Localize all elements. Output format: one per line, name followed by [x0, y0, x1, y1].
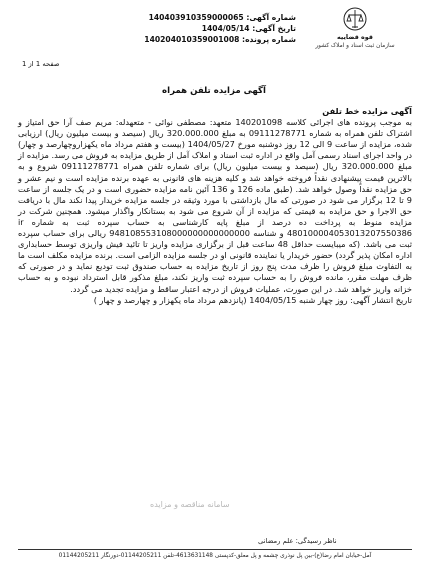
ad-date: تاریخ آگهی: 1404/05/14	[201, 24, 296, 33]
org-subname: سازمان ثبت اسناد و املاک کشور	[315, 43, 395, 49]
footer-address: آمل-خیابان امام رضا(ع)-بین پل نوذری چشمه و پل معلق-کدپستی 4613631148-تلفن 01144205211-دورنگار 01144205211	[58, 553, 372, 559]
publication-date: تاریخ انتشار آگهی: روز چهار شنبه 1404/05/15 (پانزدهم مرداد ماه یکهزار و چهارصد و چهار )	[93, 294, 412, 305]
page-number: صفحه 1 از 1	[22, 60, 60, 68]
judiciary-emblem-icon	[342, 6, 368, 32]
org-name: قوه قضاییه	[337, 33, 373, 41]
case-number: شماره پرونده: 140204010359001008	[144, 35, 296, 44]
ad-number: شماره آگهی: 140403910359000065	[148, 13, 296, 22]
document-title: آگهی مزایده تلفن همراه	[162, 86, 266, 96]
body-heading: آگهی مزایده خط تلفن	[322, 106, 412, 116]
document-body	[18, 106, 412, 306]
signature-line: ناظر رسیدگی: علم رمضانی	[258, 537, 337, 545]
watermark: سامانه مناقصه و مزایده	[150, 500, 230, 509]
document-meta	[128, 12, 296, 45]
organization-emblem	[300, 6, 410, 64]
footer-divider	[18, 549, 412, 550]
body-paragraph: به موجب پرونده های اجرائی کلاسه 140201098 متعهد: مصطفی نوائی - متعهدله: مریم صف آرا حق امتیاز و اشتراک تلفن همراه به شماره 09111278771 به مبلغ 320.000.000 ریال (سیصد و بیست میلیون ریال) ارزیابی شده، مزایده از ساعت 9 الی 12 روز دوشنبه مورخ 1404/05/27 (بیست و هفتم مرداد ماه یکهزاروچهارصد و چهار) در واحد اجرای اسناد رسمی آمل واقع در اداره ثبت اسناد و املاک آمل از طریق مزایده به فروش می رسد. مزایده از مبلغ 320.000.000 ریال (سیصد و بیست میلیون ریال) برای شماره تلفن همراه 09111278771 شروع و به بالاترین قیمت پیشنهادی نقداً فروخته خواهد شد و کلیه هزینه های قانونی به عهده برنده مزایده است و نیم عشر و حق مزایده نقداً وصول خواهد شد. (طبق ماده 126 و 136 آئین نامه مزایده حضوری است و در یک جلسه از ساعت 9 تا 12 برگزار می شود در صورتی که مال بازداشتی با مورد وثیقه در جلسه مزایده خریدار پیدا نکند مال با دریافت حق الاجرا و حق مزایده به قیمتی که مزایده از آن شروع می شود به بستانکار واگذار میشود. همچنین شرکت در مزایده منوط به پرداخت ده درصد از مبلغ پایه کارشناسی به حساب سپرده ثبت به شماره ir 480100004053013207550386 و شناسه 948108553108000000000000000 ریالی برای حساب سپرده ثبت می باشد. (که میبایست حداقل 48 ساعت قبل از برگزاری مزایده واریز تا تائید فیش واریزی توسط حسابداری اداره امکان پذیر گردد) حضور خریدار یا نماینده قانونی او در جلسه مزایده الزامی است. برنده مزایده مکلف است ما به التفاوت مبلغ فروش را ظرف مدت پنج روز از تاریخ مزایده به حساب صندوق ثبت تودیع نماید و در صورتی که ظرف مهلت مقرر، مانده فروش را به حساب سپرده ثبت واریز نکند، مبلغ مذکور قابل استرداد نبوده و به حساب خزانه واریز خواهد شد. در این صورت، عملیات فروش از درجه اعتبار ساقط و مزایده تجدید می گردد.	[18, 117, 412, 294]
